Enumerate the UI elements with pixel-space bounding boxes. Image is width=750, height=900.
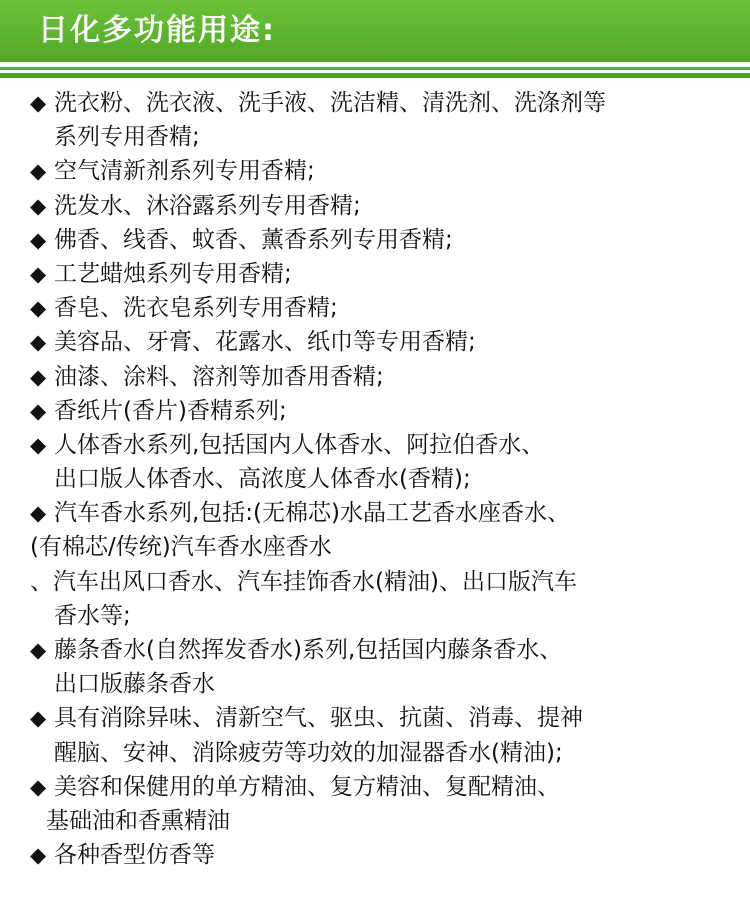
list-item-text: 出口版藤条香水 <box>54 671 215 698</box>
list-item-continuation <box>0 804 750 838</box>
diamond-bullet-icon: ◆ <box>30 843 47 868</box>
diamond-bullet-icon: ◆ <box>30 774 47 799</box>
diamond-bullet-icon: ◆ <box>30 91 47 115</box>
list-item-continuation <box>0 530 750 564</box>
list-item-text: 工艺蜡烛系列专用香精; <box>54 260 292 287</box>
list-item-text: 人体香水系列,包括国内人体香水、阿拉伯香水、 <box>54 431 545 458</box>
list-item <box>0 325 750 359</box>
list-item <box>0 360 750 394</box>
list-item-continuation <box>0 736 750 770</box>
list-item-text: 汽车香水系列,包括:(无棉芯)水晶工艺香水座香水、 <box>54 500 571 527</box>
list-item <box>0 154 750 188</box>
diamond-bullet-icon: ◆ <box>30 706 47 731</box>
list-item <box>0 701 750 735</box>
list-item-text: 具有消除异味、清新空气、驱虫、抗菌、消毒、提神 <box>54 705 583 732</box>
list-item-continuation <box>0 462 750 496</box>
list-item-text: 香皂、洗衣皂系列专用香精; <box>54 295 338 322</box>
list-item-text: 醒脑、安神、消除疲劳等功效的加湿器香水(精油); <box>54 739 563 766</box>
list-item <box>0 496 750 530</box>
list-item-text: 出口版人体香水、高浓度人体香水(香精); <box>54 466 471 493</box>
diamond-bullet-icon: ◆ <box>30 398 47 423</box>
list-item <box>0 770 750 804</box>
list-item <box>0 86 750 120</box>
header-banner <box>0 0 750 62</box>
diamond-bullet-icon: ◆ <box>30 330 47 355</box>
list-item-text: (有棉芯/传统)汽车香水座香水 <box>30 534 332 561</box>
list-item-text: 藤条香水(自然挥发香水)系列,包括国内藤条香水、 <box>54 637 563 663</box>
list-item <box>0 428 750 462</box>
list-item-text: 香水等; <box>54 602 131 629</box>
list-item-text: 、汽车出风口香水、汽车挂饰香水(精油)、出口版汽车 <box>30 568 577 595</box>
list-item-text: 美容品、牙膏、花露水、纸巾等专用香精; <box>54 329 476 356</box>
list-item-continuation <box>0 120 750 154</box>
usage-list <box>0 86 750 872</box>
list-item-continuation <box>0 565 750 599</box>
diamond-bullet-icon: ◆ <box>30 638 47 662</box>
list-item <box>0 223 750 257</box>
list-item <box>0 257 750 291</box>
list-item-text: 香纸片(香片)香精系列; <box>54 397 287 424</box>
page-title: 日化多功能用途: <box>38 13 276 48</box>
list-item-text: 洗发水、沐浴露系列专用香精; <box>54 192 361 219</box>
diamond-bullet-icon: ◆ <box>30 501 47 526</box>
list-item-text: 空气清新剂系列专用香精; <box>54 158 315 185</box>
list-item-text: 佛香、线香、蚊香、薰香系列专用香精; <box>54 226 453 253</box>
diamond-bullet-icon: ◆ <box>30 432 47 457</box>
divider-line <box>0 73 750 78</box>
list-item-text: 美容和保健用的单方精油、复方精油、复配精油、 <box>54 773 560 800</box>
diamond-bullet-icon: ◆ <box>30 364 47 389</box>
diamond-bullet-icon: ◆ <box>30 296 47 321</box>
diamond-bullet-icon: ◆ <box>30 227 47 252</box>
diamond-bullet-icon: ◆ <box>30 261 47 286</box>
list-item <box>0 189 750 223</box>
list-item-continuation <box>0 599 750 633</box>
list-item <box>0 838 750 872</box>
list-item <box>0 633 750 667</box>
divider-line <box>0 67 750 70</box>
list-item-text: 基础油和香熏精油 <box>46 807 230 834</box>
list-item <box>0 291 750 325</box>
diamond-bullet-icon: ◆ <box>30 193 47 218</box>
list-item-text: 洗衣粉、洗衣液、洗手液、洗洁精、清洗剂、洗涤剂等 <box>54 90 606 116</box>
list-item-text: 系列专用香精; <box>54 124 200 151</box>
list-item <box>0 394 750 428</box>
list-item-continuation <box>0 667 750 701</box>
diamond-bullet-icon: ◆ <box>30 159 47 184</box>
list-item-text: 油漆、涂料、溶剂等加香用香精; <box>54 363 384 390</box>
list-item-text: 各种香型仿香等 <box>54 842 215 869</box>
